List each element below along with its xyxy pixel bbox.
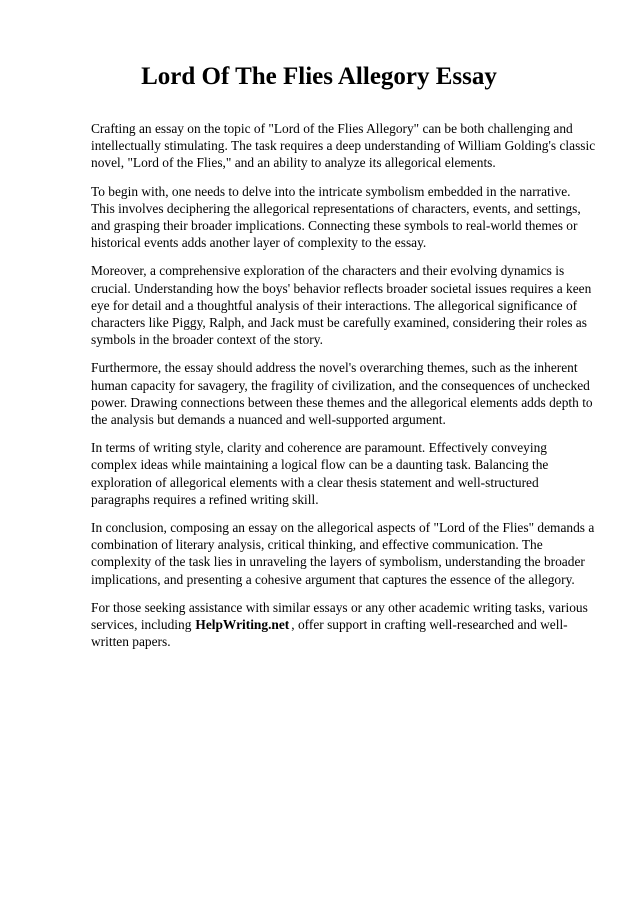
paragraph-symbolism: To begin with, one needs to delve into the intricate symbolism embedded in the narrative. This involves deciphering the allegorical representations of characters, events, and settings, and grasping their broader implications. Connecting these symbols to real-world themes or historical events adds another layer of complexity to the essay. xyxy=(91,183,581,251)
paragraph-closing xyxy=(91,599,596,651)
document-body xyxy=(91,120,596,661)
paragraph-characters: Moreover, a comprehensive exploration of the characters and their evolving dynamics is crucial. Understanding how the boys' behavior reflects broader societal issues requires a keen eye for detail and a thoughtful analysis of their interactions. The allegorical significance of characters like Piggy, Ralph, and Jack must be carefully examined, considering their roles as symbols in the broader context of the story. xyxy=(91,263,592,348)
paragraph-writing-style: In terms of writing style, clarity and coherence are paramount. Effectively conveying complex ideas while maintaining a logical flow can be a daunting task. Balancing the exploration of allegorical elements with a clear thesis statement and well-structured paragraphs requires a refined writing skill. xyxy=(91,440,549,507)
closing-text-before: For those seeking assistance with similar essays or any other academic writing tasks, various services, including xyxy=(91,599,588,633)
paragraph-intro: Crafting an essay on the topic of "Lord of the Flies Allegory" can be both challenging and intellectually stimulating. The task requires a deep understanding of William Golding's classic novel, "Lord of the Flies," and an ability to analyze its allegorical elements. xyxy=(91,121,596,171)
paragraph-conclusion: In conclusion, composing an essay on the allegorical aspects of "Lord of the Flies" demands a combination of literary analysis, critical thinking, and effective communication. The complexity of the task lies in unraveling the layers of symbolism, understanding the broader implications, and presenting a cohesive argument that captures the essence of the allegory. xyxy=(91,520,595,587)
closing-text-after: , offer support in crafting well-researched and well-written papers. xyxy=(91,617,568,650)
paragraph-themes: Furthermore, the essay should address the novel's overarching themes, such as the inherent human capacity for savagery, the fragility of civilization, and the consequences of unchecked power. Drawing connections between these themes and the allegorical elements adds depth to the analysis but demands a nuanced and well-supported argument. xyxy=(91,360,593,428)
document-title: Lord Of The Flies Allegory Essay xyxy=(141,63,497,90)
brand-name: HelpWriting.net xyxy=(195,617,290,633)
